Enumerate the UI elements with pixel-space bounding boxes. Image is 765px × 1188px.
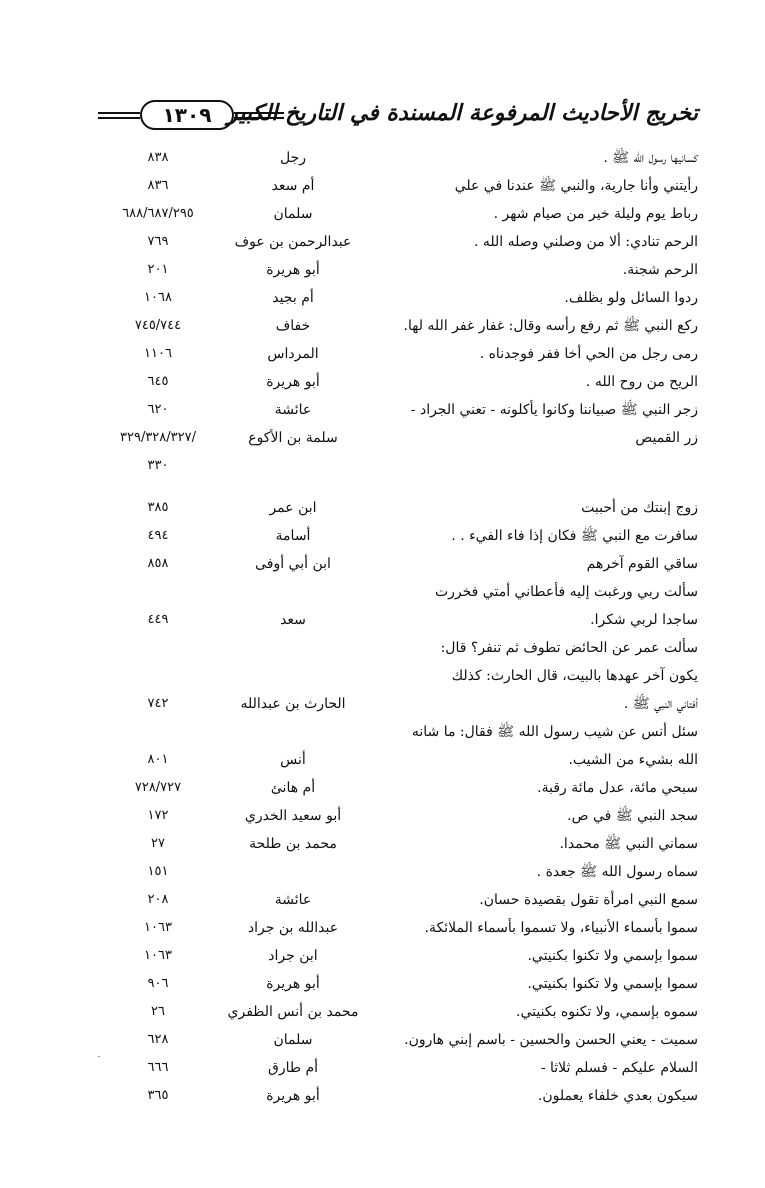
index-row xyxy=(98,172,698,200)
narrator-name: محمد بن أنس الظفري xyxy=(227,1004,359,1020)
index-row xyxy=(98,1054,698,1082)
hadith-text: الرحم تنادي: ألا من وصلني وصله الله . xyxy=(473,234,698,250)
hadith-text: السلام عليكم - فسلم ثلاثا - xyxy=(540,1060,698,1076)
hadith-text: سجد النبي ﷺ في ص. xyxy=(567,808,698,824)
hadith-text: ردوا السائل ولو بظلف. xyxy=(564,290,698,306)
page-refs: ١٧٢ xyxy=(147,808,169,823)
index-row xyxy=(98,858,698,886)
page-refs: ٨٥٨ xyxy=(147,556,169,571)
index-row xyxy=(98,522,698,550)
page-refs: ٧٤٥/٧٤٤ xyxy=(134,318,182,333)
page-refs-line: ٣٣٠ xyxy=(147,458,169,473)
page-refs: ١٠٦٨ xyxy=(144,290,172,305)
page-refs: ٢٠١ xyxy=(147,262,169,277)
index-row xyxy=(98,1026,698,1054)
hadith-text: سموا بإسمي ولا تكنوا بكنيتي. xyxy=(527,948,698,964)
index-row xyxy=(98,578,698,634)
page-refs: ٧٢٨/٧٢٧ xyxy=(134,780,182,795)
hadith-text: سموا بأسماء الأنبياء، ولا تسموا بأسماء الملائكة. xyxy=(424,920,698,936)
hadith-text: ساقي القوم آخرهم xyxy=(586,556,698,572)
page-refs: ٨٣٦ xyxy=(147,178,169,193)
index-row xyxy=(98,368,698,396)
hadith-text: سبحي مائة، عدل مائة رقبة. xyxy=(537,780,698,796)
narrator-name: رجل xyxy=(279,150,307,166)
narrator-name: المرداس xyxy=(267,346,319,362)
index-row xyxy=(98,942,698,970)
page-refs: ٦٦٦ xyxy=(147,1060,169,1075)
hadith-text: زوج إبنتك من أحببت xyxy=(581,500,698,516)
page-refs: ٣٨٥ xyxy=(147,500,169,515)
page-refs: ١١٠٦ xyxy=(144,346,172,361)
page-refs xyxy=(98,424,218,480)
hadith-text: سموه بإسمي، ولا تكنوه بكنيتي. xyxy=(516,1004,698,1020)
page-refs: ٢٧ xyxy=(151,836,165,851)
page-refs: ٩٠٦ xyxy=(147,976,169,991)
page-refs: ٢٦ xyxy=(151,1004,165,1019)
hadith-text: كسانيها رسول الله ﷺ . xyxy=(603,150,698,166)
index-row xyxy=(98,256,698,284)
index-row xyxy=(98,970,698,998)
page-refs: ٨٠١ xyxy=(147,752,169,767)
index-row xyxy=(98,914,698,942)
hadith-text: الريح من روح الله . xyxy=(585,374,698,390)
hadith-text: سماني النبي ﷺ محمدا. xyxy=(559,836,698,852)
narrator-name: أبو هريرة xyxy=(266,1088,320,1104)
hadith-text: زر القميص xyxy=(635,430,698,446)
narrator-name: أبو هريرة xyxy=(266,976,320,992)
narrator-name: سعد xyxy=(280,612,306,628)
page-title: تخريج الأحاديث المرفوعة المسندة في التاريخ الكبير xyxy=(227,100,698,126)
narrator-name: محمد بن طلحة xyxy=(249,836,337,852)
hadith-text: سميت - يعني الحسن والحسين - باسم إبني هارون. xyxy=(404,1032,698,1048)
index-row xyxy=(98,550,698,578)
index-row xyxy=(98,494,698,522)
narrator-name: خفاف xyxy=(275,318,311,334)
page-refs-line: /٣٢٩/٣٢٨/٣٢٧ xyxy=(120,430,196,445)
hadith-text: الرحم شجنة. xyxy=(622,262,698,278)
page-refs: ٣٦٥ xyxy=(147,1088,169,1103)
index-row xyxy=(98,228,698,256)
index-row xyxy=(98,634,698,718)
narrator-name: عبدالرحمن بن عوف xyxy=(234,234,352,250)
narrator-name: أبو هريرة xyxy=(266,374,320,390)
narrator-name: عبدالله بن جراد xyxy=(247,920,339,936)
hadith-text: سيكون بعدي خلفاء يعملون. xyxy=(537,1088,698,1104)
page-refs: ٧٦٩ xyxy=(147,234,169,249)
page-refs: ٦٢٨ xyxy=(147,1032,169,1047)
narrator-name: أم سعد xyxy=(271,178,315,194)
index-row xyxy=(98,340,698,368)
index-row xyxy=(98,312,698,340)
page-refs: ٦٨٨/٦٨٧/٢٩٥ xyxy=(122,206,194,221)
page-refs: ٧٤٢ xyxy=(147,696,169,711)
narrator-name: أنس xyxy=(280,752,306,768)
hadith-text: رأيتني وأنا جارية، والنبي ﷺ عندنا في علي xyxy=(454,178,698,194)
narrator-name: أم بجيد xyxy=(272,290,314,306)
hadith-text: سافرت مع النبي ﷺ فكان إذا فاء الفيء . . xyxy=(451,528,698,544)
page-number-badge xyxy=(140,100,234,130)
narrator-name: سلمان xyxy=(273,206,313,222)
narrator-name: سلمان xyxy=(273,1032,313,1048)
narrator-name: أسامة xyxy=(275,528,311,544)
index-row xyxy=(98,396,698,424)
narrator-name: أم هانئ xyxy=(270,780,316,796)
index-row xyxy=(98,774,698,802)
hadith-text: سماه رسول الله ﷺ جعدة . xyxy=(536,864,698,880)
hadith-text: زجر النبي ﷺ صبياننا وكانوا يأكلونه - تعني الجراد - xyxy=(410,402,698,418)
index-row xyxy=(98,802,698,830)
index-row xyxy=(98,424,698,480)
index-row xyxy=(98,144,698,172)
hadith-text: سمع النبي امرأة تقول بقصيدة حسان. xyxy=(479,892,698,908)
hadith-text: ركع النبي ﷺ ثم رفع رأسه وقال: غفار غفر الله لها. xyxy=(403,318,698,334)
header-rule-left-2 xyxy=(98,117,140,119)
narrator-name: ابن عمر xyxy=(269,500,317,516)
page-refs: ٤٩٤ xyxy=(147,528,169,543)
page-refs: ٤٤٩ xyxy=(147,612,169,627)
narrator-name: الحارث بن عبدالله xyxy=(240,696,346,712)
page-refs: ٦٤٥ xyxy=(147,374,169,389)
narrator-name: أبو هريرة xyxy=(266,262,320,278)
hadith-text: رمى رجل من الحي أخا ففر فوجدناه . xyxy=(479,346,698,362)
page-refs: ١٠٦٣ xyxy=(144,948,172,963)
hadith-text: رباط يوم وليلة خير من صيام شهر . xyxy=(493,206,698,222)
hadith-text: سألت ربي ورغبت إليه فأعطاني أمتي فخررت ساجدا لربي شكرا. xyxy=(434,584,698,628)
index-row xyxy=(98,830,698,858)
narrator-name: أبو سعيد الخدري xyxy=(244,808,342,824)
narrator-name: سلمة بن الأكوع xyxy=(248,430,338,446)
index-row xyxy=(98,998,698,1026)
page-refs: ١٠٦٣ xyxy=(144,920,172,935)
narrator-name: عائشة xyxy=(274,402,312,418)
page-refs: ٦٢٠ xyxy=(147,402,169,417)
index-row xyxy=(98,886,698,914)
narrator-name: ابن جراد xyxy=(268,948,318,964)
hadith-text: سألت عمر عن الحائض تطوف ثم تنفر؟ قال: يكون آخر عهدها بالبيت، قال الحارث: كذلك أفتاني النبي ﷺ . xyxy=(440,640,698,712)
hadith-text: سئل أنس عن شيب رسول الله ﷺ فقال: ما شانه الله بشيء من الشيب. xyxy=(411,724,698,768)
hadith-text: سموا بإسمي ولا تكنوا بكنيتي. xyxy=(527,976,698,992)
index-row xyxy=(98,718,698,774)
narrator-name: عائشة xyxy=(274,892,312,908)
page-header xyxy=(98,98,698,138)
index-row xyxy=(98,1082,698,1110)
header-rule-left xyxy=(98,112,140,114)
narrator-name: ابن أبي أوفى xyxy=(255,556,331,572)
narrator-name: أم طارق xyxy=(267,1060,319,1076)
page-refs: ٢٠٨ xyxy=(147,892,169,907)
index-row xyxy=(98,200,698,228)
page-refs: ١٥١ xyxy=(147,864,169,879)
index-row xyxy=(98,284,698,312)
spacer xyxy=(98,480,698,494)
margin-mark xyxy=(98,1056,100,1057)
hadith-index-list xyxy=(98,144,698,1110)
page-refs: ٨٣٨ xyxy=(147,150,169,165)
page-number: ١٣٠٩ xyxy=(162,103,212,127)
